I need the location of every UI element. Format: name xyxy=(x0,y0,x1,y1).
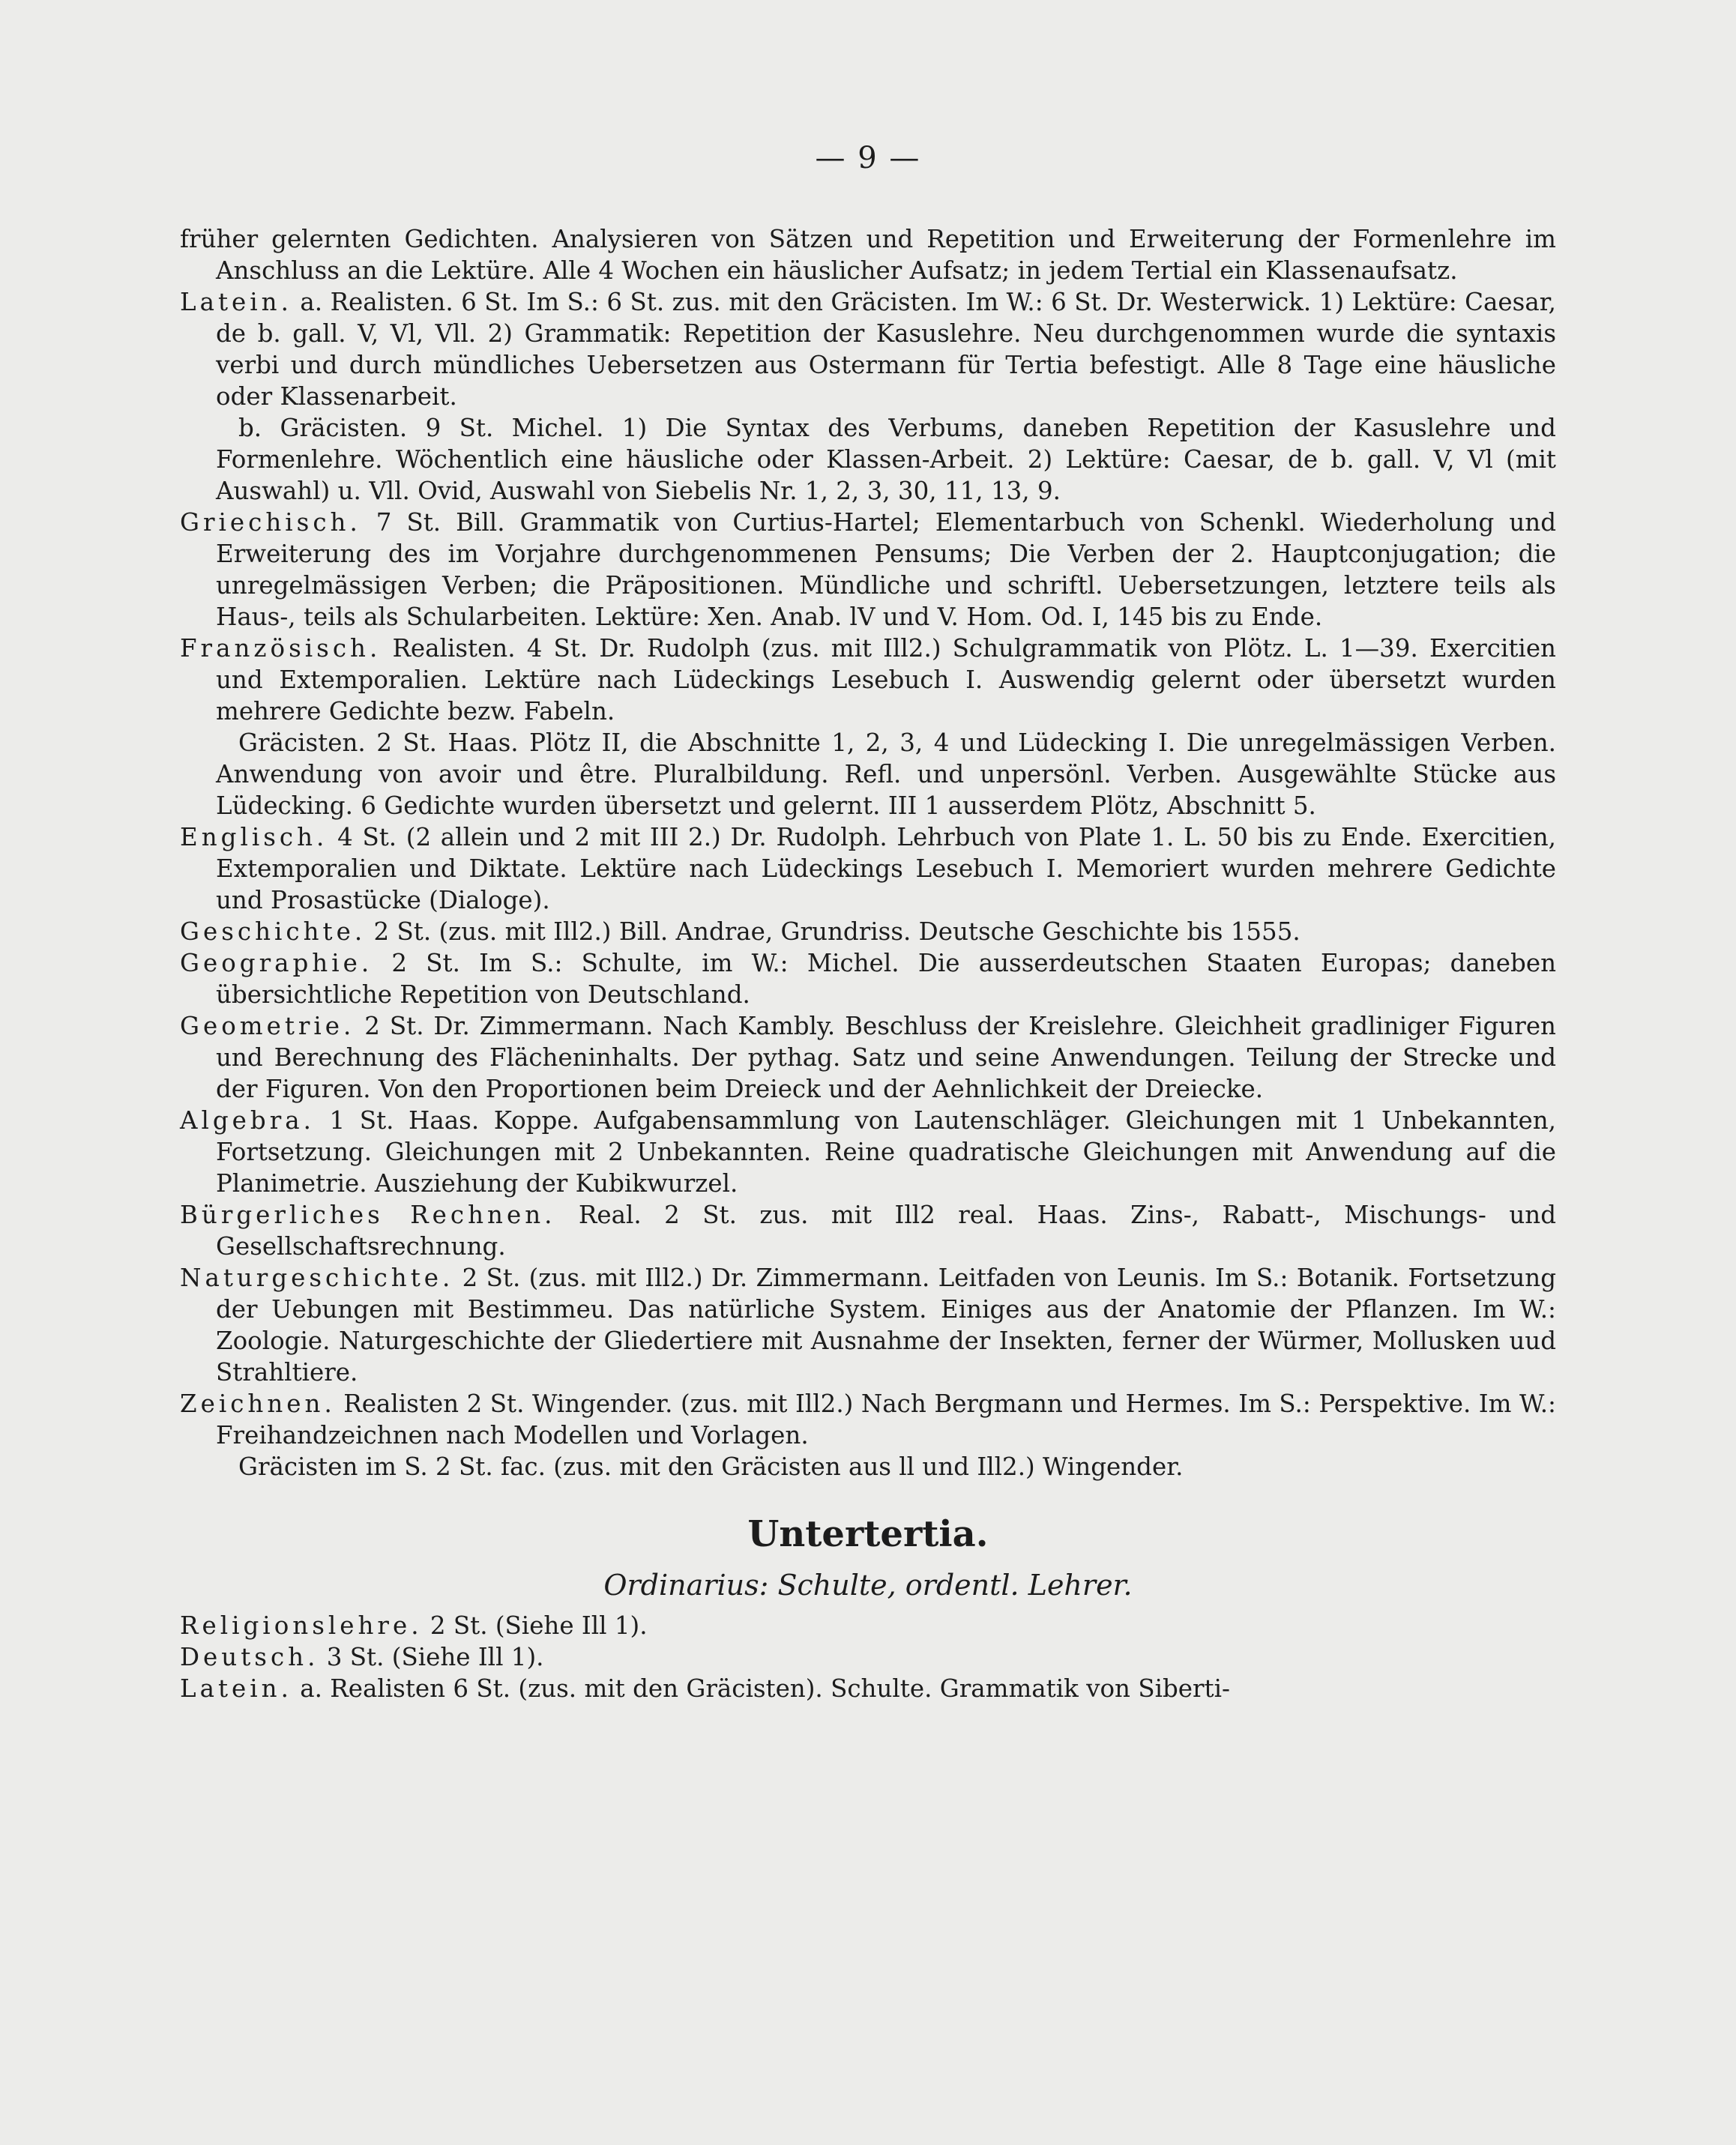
subject-algebra: Algebra. xyxy=(180,1106,315,1135)
naturgeschichte-text: 2 St. (zus. mit Ill2.) Dr. Zimmermann. Leitfaden von Leunis. Im S.: Botanik. Fortsetzung der Uebungen mit Bestimmeu. Das natürliche System. Einiges aus der Anatomie der Pflanzen. Im W.: Zoologie. Naturgeschichte der Gliedertiere mit Ausnahme der Insekten, ferner der Würmer, Mollusken uud Strahltiere. xyxy=(216,1264,1556,1387)
religion-text: 2 St. (Siehe Ill 1). xyxy=(422,1611,648,1640)
englisch-text: 4 St. (2 allein und 2 mit III 2.) Dr. Rudolph. Lehrbuch von Plate 1. L. 50 bis zu Ende. Exercitien, Extemporalien und Diktate. Lektüre nach Lüdeckings Lesebuch I. Memoriert wurden mehrere Gedichte und Prosastücke (Dialoge). xyxy=(216,823,1556,914)
paragraph-griechisch xyxy=(180,507,1556,633)
buergerliches-rechnen-text: Real. 2 St. zus. mit Ill2 real. Haas. Zins-, Rabatt-, Mischungs- und Gesellschaftsrechnung. xyxy=(216,1201,1556,1261)
subject-deutsch: Deutsch. xyxy=(180,1643,319,1671)
subject-griechisch: Griechisch. xyxy=(180,508,361,537)
ordinarius-line: Ordinarius: Schulte, ordentl. Lehrer. xyxy=(603,1569,1133,1602)
paragraph-intro: früher gelernten Gedichten. Analysieren von Sätzen und Repetition und Erweiterung der Formenlehre im Anschluss an die Lektüre. Alle 4 Wochen ein häuslicher Aufsatz; in jedem Tertial ein Klassenaufsatz. xyxy=(180,225,1556,285)
subject-geschichte: Geschichte. xyxy=(180,917,367,946)
page-number: — 9 — xyxy=(815,141,921,175)
paragraph-buergerliches-rechnen xyxy=(180,1199,1556,1262)
untertertia-latein-text: a. Realisten 6 St. (zus. mit den Gräcisten). Schulte. Grammatik von Siberti- xyxy=(292,1674,1230,1703)
griechisch-text: 7 St. Bill. Grammatik von Curtius-Hartel; Elementarbuch von Schenkl. Wiederholung und Erweiterung des im Vorjahre durchgenommenen Pensums; Die Verben der 2. Hauptconjugation; die unregelmässigen Verben; die Präpositionen. Mündliche und schriftl. Uebersetzungen, letztere teils als Haus-, teils als Schularbeiten. Lektüre: Xen. Anab. lV und V. Hom. Od. I, 145 bis zu Ende. xyxy=(216,508,1556,631)
subject-religion: Religionslehre. xyxy=(180,1611,423,1640)
section-heading-untertertia: Untertertia. xyxy=(747,1513,989,1555)
subject-franzoesisch: Französisch. xyxy=(180,634,382,663)
geometrie-text: 2 St. Dr. Zimmermann. Nach Kambly. Beschluss der Kreislehre. Gleichheit gradliniger Figuren und Berechnung des Flächeninhalts. Der pythag. Satz und seine Anwendungen. Teilung der Strecke und der Figuren. Von den Proportionen beim Dreieck und der Aehnlichkeit der Dreiecke. xyxy=(216,1012,1556,1103)
paragraph-algebra xyxy=(180,1105,1556,1199)
paragraph-geometrie xyxy=(180,1010,1556,1105)
subject-geometrie: Geometrie. xyxy=(180,1012,355,1040)
paragraph-naturgeschichte xyxy=(180,1262,1556,1388)
subject-englisch: Englisch. xyxy=(180,823,328,851)
zeichnen-text: Realisten 2 St. Wingender. (zus. mit Ill2.) Nach Bergmann und Hermes. Im S.: Perspektive. Im W.: Freihandzeichnen nach Modellen und Vorlagen. xyxy=(216,1390,1556,1449)
subject-untertertia-latein: Latein. xyxy=(180,1674,292,1703)
paragraph-zeichnen-graecisten: Gräcisten im S. 2 St. fac. (zus. mit den Gräcisten aus ll und Ill2.) Wingender. xyxy=(238,1452,1184,1481)
document-body xyxy=(180,223,1556,1704)
paragraph-untertertia-latein xyxy=(180,1673,1556,1704)
geschichte-text: 2 St. (zus. mit Ill2.) Bill. Andrae, Grundriss. Deutsche Geschichte bis 1555. xyxy=(366,917,1301,946)
paragraph-untertertia-deutsch xyxy=(180,1641,1556,1673)
paragraph-geographie xyxy=(180,947,1556,1010)
subject-naturgeschichte: Naturgeschichte. xyxy=(180,1264,454,1292)
deutsch-text: 3 St. (Siehe Ill 1). xyxy=(319,1643,544,1671)
subject-latein: Latein. xyxy=(180,288,292,316)
paragraph-latein xyxy=(180,286,1556,412)
subject-zeichnen: Zeichnen. xyxy=(180,1390,336,1418)
paragraph-zeichnen xyxy=(180,1388,1556,1451)
franzoesisch-text: Realisten. 4 St. Dr. Rudolph (zus. mit Ill2.) Schulgrammatik von Plötz. L. 1—39. Exercitien und Extemporalien. Lektüre nach Lüdeckings Lesebuch I. Auswendig gelernt oder übersetzt wurden mehrere Gedichte bezw. Fabeln. xyxy=(216,634,1556,725)
subject-buergerliches-rechnen: Bürgerliches Rechnen. xyxy=(180,1201,556,1229)
paragraph-latein-graecisten: b. Gräcisten. 9 St. Michel. 1) Die Syntax des Verbums, daneben Repetition der Kasuslehre und Formenlehre. Wöchentlich eine häusliche oder Klassen-Arbeit. 2) Lektüre: Caesar, de b. gall. V, Vl (mit Auswahl) u. Vll. Ovid, Auswahl von Siebelis Nr. 1, 2, 3, 30, 11, 13, 9. xyxy=(216,414,1556,505)
subject-geographie: Geographie. xyxy=(180,949,373,977)
algebra-text: 1 St. Haas. Koppe. Aufgabensammlung von Lautenschläger. Gleichungen mit 1 Unbekannten, Fortsetzung. Gleichungen mit 2 Unbekannten. Reine quadratische Gleichungen mit Anwendung auf die Planimetrie. Ausziehung der Kubikwurzel. xyxy=(216,1106,1556,1198)
geographie-text: 2 St. Im S.: Schulte, im W.: Michel. Die ausserdeutschen Staaten Europas; daneben übersichtliche Repetition von Deutschland. xyxy=(216,949,1556,1009)
paragraph-franzoesisch-graecisten: Gräcisten. 2 St. Haas. Plötz II, die Abschnitte 1, 2, 3, 4 und Lüdecking I. Die unregelmässigen Verben. Anwendung von avoir und être. Pluralbildung. Refl. und unpersönl. Verben. Ausgewählte Stücke aus Lüdecking. 6 Gedichte wurden übersetzt und gelernt. III 1 ausserdem Plötz, Abschnitt 5. xyxy=(216,728,1556,820)
paragraph-geschichte xyxy=(180,916,1556,947)
latein-text: a. Realisten. 6 St. Im S.: 6 St. zus. mit den Gräcisten. Im W.: 6 St. Dr. Westerwick. 1) Lektüre: Caesar, de b. gall. V, Vl, Vll. 2) Grammatik: Repetition der Kasuslehre. Neu durchgenommen wurde die syntaxis verbi und durch mündliches Uebersetzen aus Ostermann für Tertia befestigt. Alle 8 Tage eine häusliche oder Klassenarbeit. xyxy=(216,288,1556,411)
paragraph-englisch xyxy=(180,821,1556,916)
paragraph-untertertia-religion xyxy=(180,1610,1556,1641)
paragraph-franzoesisch xyxy=(180,633,1556,727)
